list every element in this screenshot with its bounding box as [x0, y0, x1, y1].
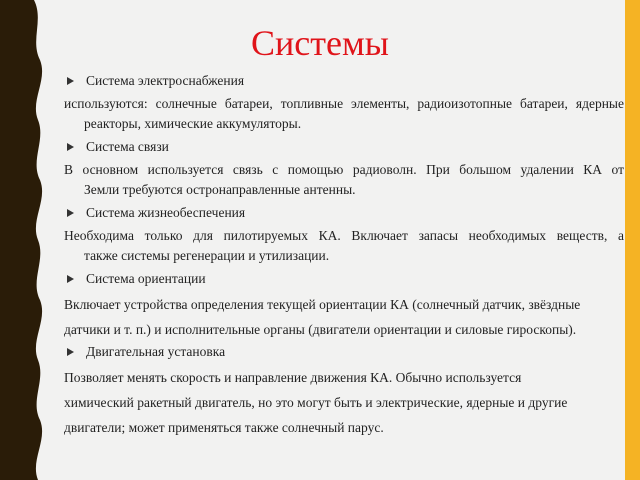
bullet-comms: Система связи: [64, 137, 624, 160]
para-orientation: Включает устройства определения текущей ориентации КА (солнечный датчик, звёздные датчики и т. п.) и исполнительные органы (двигатели ориентации и силовые гироскопы).: [64, 297, 581, 337]
para-propulsion: Позволяет менять скорость и направление движения КА. Обычно используется химический ракетный двигатель, но это могут быть и электрические, ядерные и другие двигатели; может применяться также солнечный парус.: [64, 370, 568, 435]
bullet-arrow-icon: [67, 209, 74, 217]
bullet-arrow-icon: [67, 348, 74, 356]
bullet-arrow-icon: [67, 77, 74, 85]
accent-bar: [625, 0, 640, 480]
slide-body: [64, 71, 624, 440]
bullet-arrow-icon: [67, 143, 74, 151]
wavy-left-border: [0, 0, 48, 480]
para-power: используются: солнечные батареи, топливные элементы, радиоизотопные батареи, ядерные реакторы, химические аккумуляторы.: [64, 96, 624, 131]
para-comms: В основном используется связь с помощью радиоволн. При большом удалении КА от Земли требуются остронаправленные антенны.: [64, 162, 624, 197]
slide-title: Системы: [251, 23, 389, 63]
bullet-arrow-icon: [67, 275, 74, 283]
para-life-support: Необходима только для пилотируемых КА. Включает запасы необходимых веществ, а также системы регенерации и утилизации.: [64, 228, 624, 263]
bullet-propulsion: Двигательная установка: [64, 342, 624, 365]
bullet-life-support: Система жизнеобеспечения: [64, 203, 624, 226]
bullet-orientation: Система ориентации: [64, 269, 624, 292]
bullet-power: Система электроснабжения: [64, 71, 624, 94]
